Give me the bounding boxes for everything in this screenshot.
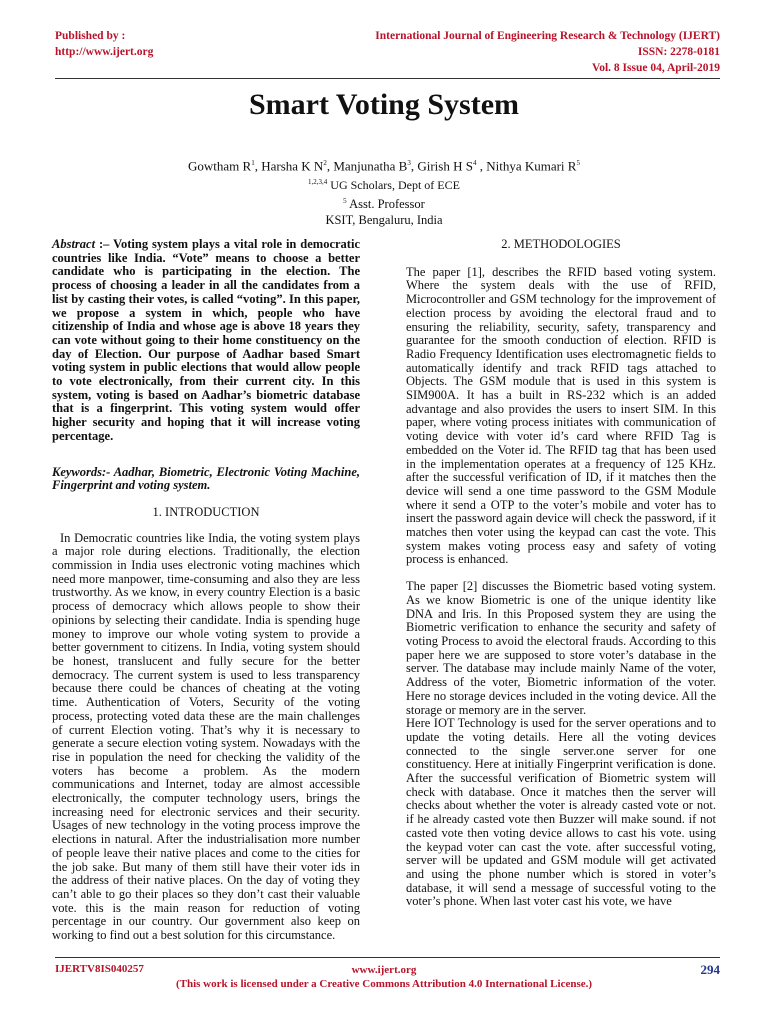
issn: ISSN: 2278-0181 — [637, 46, 720, 58]
author-block — [0, 155, 768, 228]
footer-url[interactable]: www.ijert.org — [351, 964, 417, 976]
affiliation-line — [0, 193, 768, 212]
author-name: Nithya Kumari R — [486, 158, 577, 174]
author-sup: 5 — [576, 159, 580, 167]
keywords: Keywords:- Aadhar, Biometric, Electronic Voting Machine, Fingerprint and voting system. — [52, 464, 360, 493]
header-divider — [55, 78, 720, 79]
section-heading-methodologies: 2. METHODOLOGIES — [501, 237, 621, 251]
journal-name: International Journal of Engineering Research & Technology (IJERT) — [375, 30, 720, 42]
paper-id: IJERTV8IS040257 — [55, 963, 144, 975]
methodologies-paragraph: The paper [2] discusses the Biometric based voting system. As we know Biometric is one of the unique identity like DNA and Iris. In this Proposed system they are using the Biometric verification to enhance the security and safety of voting Process to avoid the electoral frauds. According to this paper here we are supposed to store voter’s database in the server. The database may include mainly Name of the voter, Address of the voter, Biometric information of the voter. Here no storage devices included in the voting device. All the storage or memory are in the server. — [406, 579, 716, 717]
abstract-text: :– Voting system plays a vital role in democratic countries like India. “Vote” means to choose a better candidate who is participating in the election. The process of choosing a leader in all the candidates from a list by casting their votes, is called “voting”. In this paper, we propose a system in which, people who have citizenship of India and whose age is above 18 years they can vote without going to their home constituency on the day of Election. Our purpose of Aadhar based Smart voting system in public elections that would allow people to vote electronically, from their current city. In this system, voting is based on Aadhar’s biometric database that is a fingerprint. This voting system would offer higher security and hoping that it will increase voting percentage. — [52, 237, 360, 443]
author-name: Gowtham R — [188, 158, 252, 174]
page-header-right — [375, 28, 720, 76]
affiliation-line — [0, 174, 768, 193]
methodologies-paragraph: The paper [1], describes the RFID based voting system. Where the system deals with the use of RFID, Microcontroller and GSM technology for the improvement of election process by avoiding the electoral fraud and to ensuring the reliability, security, safety, transparency and guarantee for the smooth conduction of election. RFID is Radio Frequency Identification uses electromagnetic fields to automatically identify and track RFID tags attached to Objects. The GSM module that is used in this system is SIM900A. It has a built in RS-232 which is an added advantage and also provides the users to insert SIM. In this paper, where voting process initiates with communication of voting device with voter id’s card where RFID Tag is embedded on the Voter id. The RFID tag that has been used in the implementation operates at a frequency of 125 KHz. after the successful verification of ID, if it matches then the device will send a one time password to the GSM Module where it send a OTP to the voter’s mobile and voter has to insert the password again device will check the password, if it matches then voter using the keypad can cast the vote. This system makes voting process easy and safety of voting process is enhanced. — [406, 264, 716, 567]
affiliation-text: UG Scholars, Dept of ECE — [330, 178, 460, 193]
affiliation-sup: 1,2,3,4 — [308, 178, 328, 187]
publisher-url[interactable]: http://www.ijert.org — [55, 46, 154, 58]
affiliation-text: Asst. Professor — [349, 197, 425, 212]
author-sup: 4 — [472, 159, 477, 167]
volume-issue: Vol. 8 Issue 04, April-2019 — [591, 62, 720, 74]
page-number: 294 — [700, 962, 720, 977]
license-note: (This work is licensed under a Creative Commons Attribution 4.0 International License.) — [175, 978, 593, 990]
author-name: Manjunatha B — [333, 158, 408, 174]
author-sup: 3 — [407, 159, 411, 167]
abstract-label: Abstract — [52, 237, 96, 251]
abstract — [52, 238, 360, 444]
right-column — [406, 238, 716, 922]
section-heading-introduction: 1. INTRODUCTION — [152, 504, 260, 519]
author-sup: 1 — [251, 159, 255, 167]
footer-divider — [55, 957, 720, 958]
institution: KSIT, Bengaluru, India — [325, 213, 443, 228]
introduction-text: In Democratic countries like India, the voting system plays a major role during elections. Traditionally, the election commission in India uses electronic voting machines which need more manpower, time-consuming and also they are less trustworthy. As we know, in every country Election is a basic process of democracy which allows people to show their opinions by selecting their candidate. India is spending huge money to improve our whole voting system to provide a better government to citizens. In India, voting system should be honest, translucent and fully secure for the better democracy. The current system is used to less transparency because there could be chances of cheating at the voting time. Authentication of Voters, Security of the voting process, protecting voted data these are the main challenges of current Election voting. That’s why it is necessary to generate a secure election voting system. Nowadays with the rise in population the need for checking the validity of the voters has become a problem. As the modern communications and Internet, today are almost accessible electronically, the computer technology users, brings the increasing need for electronic services and their security. Usages of new technology in the voting process improve the elections in natural. After the industrialisation more number of people leave their native places and come to the cities for the job sake. But many of them still have their voter ids in the address of their native places. On the day of voting they can’t able to go their places so they don’t cast their valuable vote. this is the main reason for reduction of voting percentage in our country. Our government also keep on working to find out a best solution for this circumstance. — [52, 530, 360, 943]
left-column — [52, 238, 360, 956]
page-header-left — [55, 28, 153, 60]
affiliation-sup: 5 — [343, 197, 347, 206]
methodologies-paragraph: Here IOT Technology is used for the server operations and to update the voting details. Here all the voting devices connected to the single server.one server for one constituency. Here at initially Fingerprint verification is done. After the successful verification of Biometric system will check with database. Once it matches then the server will checks about whether the voter is already casted vote or not. if he already casted vote then Buzzer will make sound. if not casted vote then voting device allows to cast his vote. using the keypad voter can cast the vote. after successful voting, server will be updated and GSM module will get activated and using the phone number which is stored in voter’s database, it will send a message of successful voting to the voter’s phone. When last voter cast his vote, we have — [406, 716, 716, 909]
author-list: Gowtham $R^1$, Harsha K $N^2$, Manjunatha $B^3$, Girish H $S^4$ , Nithya Kumari $R^5$ — [188, 158, 580, 174]
published-by-label: Published by : — [55, 30, 126, 42]
page-footer-center — [0, 963, 768, 991]
paper-title: Smart Voting System — [248, 88, 519, 121]
author-name: Girish H S — [417, 158, 473, 174]
author-name: Harsha K N — [261, 158, 324, 174]
author-sup: 2 — [323, 159, 327, 167]
